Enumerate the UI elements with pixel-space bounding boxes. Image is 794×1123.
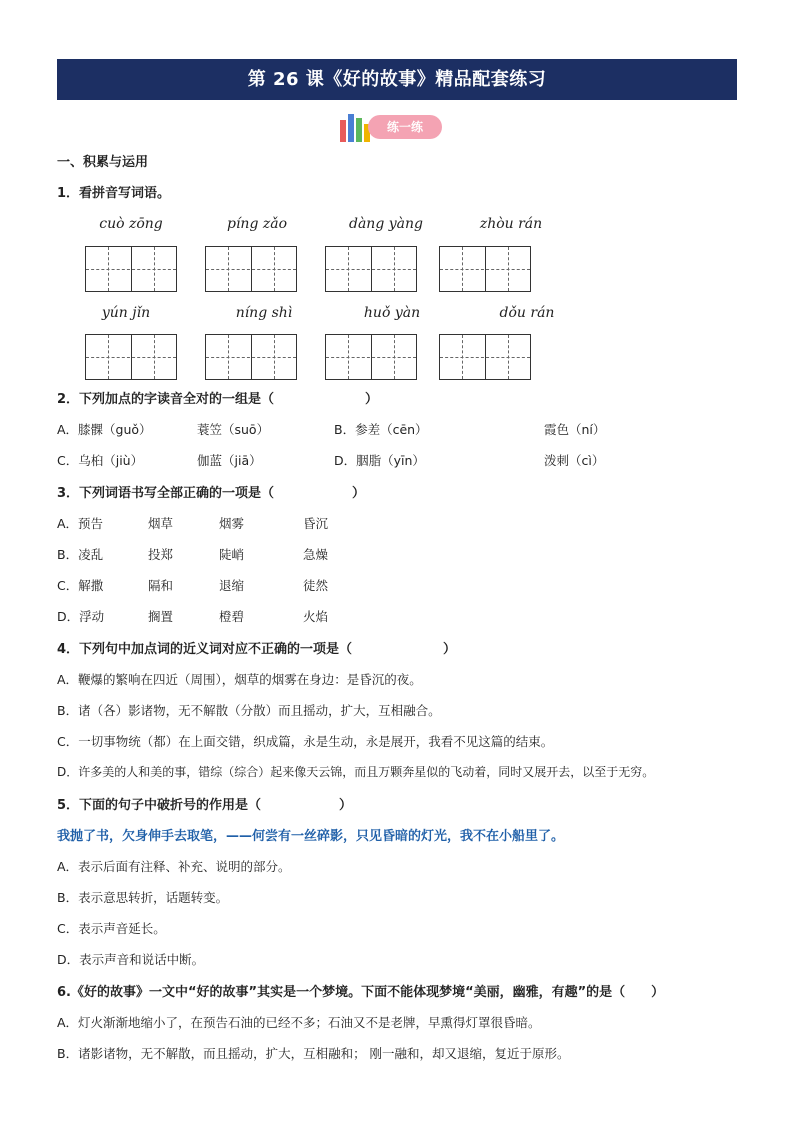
writing-grid[interactable] <box>205 246 297 292</box>
badge-label: 练一练 <box>368 115 442 139</box>
option-c[interactable]: C．一切事物统（都）在上面交错，织成篇，永是生动，永是展开，我看不见这篇的结束。 <box>57 734 554 749</box>
pinyin-label: níng shì <box>235 305 293 321</box>
pinyin-label: dǒu rán <box>499 305 555 321</box>
word: 烟草 <box>148 516 174 531</box>
section-heading: 一、积累与运用 <box>57 155 149 170</box>
option-b[interactable]: B．凌乱 <box>57 547 104 562</box>
option-c[interactable]: C．乌桕（jiù） <box>57 453 144 468</box>
pinyin-label: yún jǐn <box>101 305 151 321</box>
option-b[interactable]: B．诸（各）影诸物，无不解散（分散）而且摇动，扩大，互相融合。 <box>57 703 441 718</box>
writing-grid[interactable] <box>325 246 417 292</box>
word: 火焰 <box>303 609 329 624</box>
quoted-sentence: 我抛了书，欠身伸手去取笔，——何尝有一丝碎影，只见昏暗的灯光，我不在小船里了。 <box>57 829 565 844</box>
option-c[interactable]: C．解撒 <box>57 578 104 593</box>
option-b[interactable]: B．参差（cēn） <box>334 422 428 437</box>
title-banner: 第 26 课《好的故事》精品配套练习 <box>57 59 737 100</box>
question-2: 2．下列加点的字读音全对的一组是（ ） <box>57 392 379 407</box>
option-a-word: 蓑笠（suō） <box>197 422 270 437</box>
question-1: 1．看拼音写词语。 <box>57 186 171 201</box>
question-4: 4．下列句中加点词的近义词对应不正确的一项是（ ） <box>57 642 457 657</box>
writing-grid[interactable] <box>205 334 297 380</box>
word: 徒然 <box>303 578 329 593</box>
option-d-word: 泼刺（cì） <box>544 453 605 468</box>
word: 退缩 <box>219 578 245 593</box>
option-b[interactable]: B．表示意思转折，话题转变。 <box>57 890 229 905</box>
option-c-word: 伽蓝（jiā） <box>197 453 262 468</box>
writing-grid[interactable] <box>439 246 531 292</box>
word: 搁置 <box>148 609 174 624</box>
pencil-icon <box>340 120 346 142</box>
word: 急燥 <box>303 547 329 562</box>
writing-grid[interactable] <box>325 334 417 380</box>
option-c[interactable]: C．表示声音延长。 <box>57 921 166 936</box>
word: 橙碧 <box>219 609 245 624</box>
practice-badge <box>338 112 448 144</box>
pencil-icon <box>348 114 354 142</box>
pinyin-label: píng zǎo <box>226 216 288 232</box>
pinyin-label: zhòu rán <box>479 216 543 232</box>
writing-grid[interactable] <box>85 334 177 380</box>
pencil-icon <box>356 118 362 142</box>
writing-grid[interactable] <box>439 334 531 380</box>
question-5: 5．下面的句子中破折号的作用是（ ） <box>57 798 353 813</box>
question-6: 6.《好的故事》一文中“好的故事”其实是一个梦境。下面不能体现梦境“美丽，幽雅，有趣”的是（ ） <box>57 985 665 1000</box>
word: 投郑 <box>148 547 174 562</box>
option-a[interactable]: A．膝髁（guǒ） <box>57 422 152 437</box>
option-d[interactable]: D．表示声音和说话中断。 <box>57 952 205 967</box>
option-a[interactable]: A．鞭爆的繁响在四近（周围），烟草的烟雾在身边：是昏沉的夜。 <box>57 672 422 687</box>
writing-grid[interactable] <box>85 246 177 292</box>
word: 隔和 <box>148 578 174 593</box>
question-3: 3．下列词语书写全部正确的一项是（ ） <box>57 486 366 501</box>
option-d[interactable]: D．胭脂（yīn） <box>334 453 425 468</box>
word: 陡峭 <box>219 547 245 562</box>
option-b[interactable]: B．诸影诸物，无不解散，而且摇动，扩大，互相融和； 刚一融和，却又退缩，复近于原形。 <box>57 1046 570 1061</box>
word: 烟雾 <box>219 516 245 531</box>
word: 昏沉 <box>303 516 329 531</box>
pinyin-label: cuò zōng <box>99 216 163 232</box>
option-b-word: 霞色（ní） <box>544 422 606 437</box>
pinyin-label: dàng yàng <box>349 216 423 232</box>
option-a[interactable]: A．表示后面有注释、补充、说明的部分。 <box>57 859 291 874</box>
option-d[interactable]: D．浮动 <box>57 609 105 624</box>
option-a[interactable]: A．灯火渐渐地缩小了，在预告石油的已经不多；石油又不是老牌，早熏得灯罩很昏暗。 <box>57 1015 541 1030</box>
pinyin-label: huǒ yàn <box>363 305 421 321</box>
option-d[interactable]: D．许多美的人和美的事，错综（综合）起来像天云锦，而且万颗奔星似的飞动着，同时又展开去，以至于无穷。 <box>57 765 655 779</box>
option-a[interactable]: A．预告 <box>57 516 104 531</box>
